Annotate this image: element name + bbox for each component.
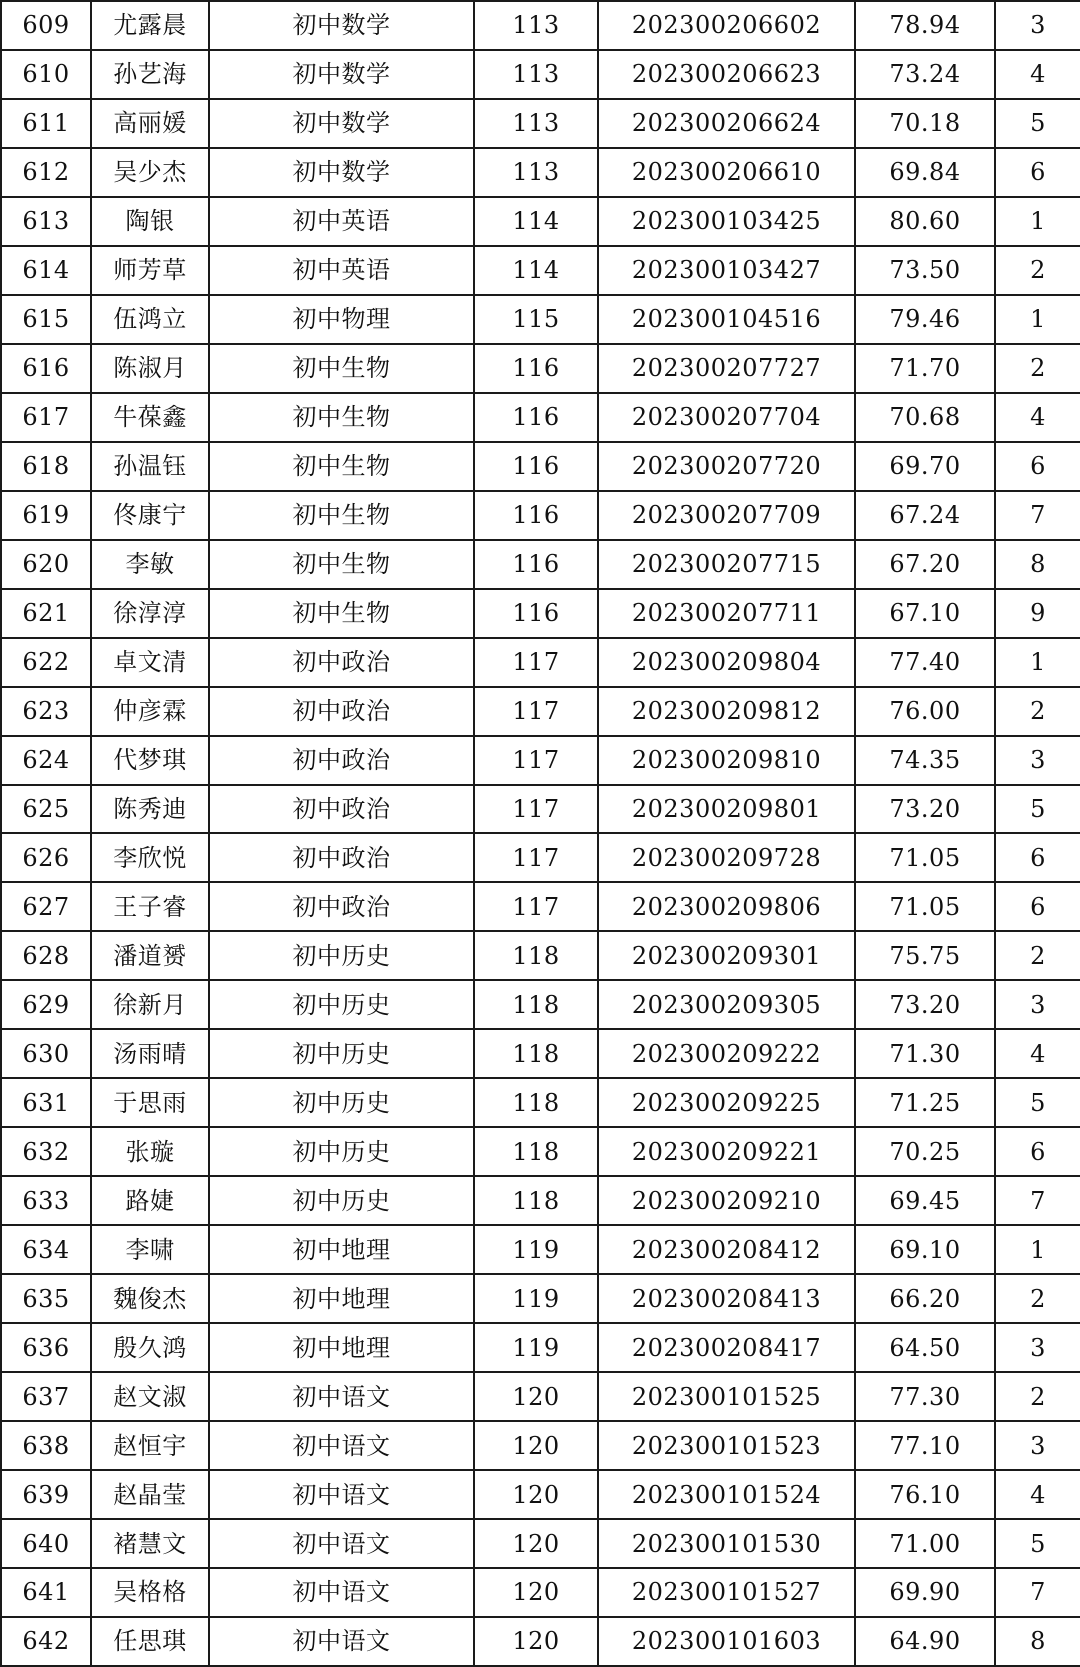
cell-name: 徐淳淳 (91, 589, 209, 638)
cell-score: 69.90 (855, 1568, 995, 1617)
cell-ticket: 202300207704 (598, 393, 855, 442)
cell-subject: 初中语文 (209, 1617, 474, 1666)
cell-code: 113 (474, 99, 598, 148)
cell-subject: 初中政治 (209, 833, 474, 882)
table-row (1, 1225, 1080, 1274)
cell-seq: 627 (1, 882, 91, 931)
cell-subject: 初中语文 (209, 1421, 474, 1470)
table-row (1, 1, 1080, 50)
cell-score: 76.10 (855, 1470, 995, 1519)
cell-name: 师芳草 (91, 246, 209, 295)
cell-score: 67.20 (855, 540, 995, 589)
cell-seq: 612 (1, 148, 91, 197)
cell-rank: 8 (995, 540, 1080, 589)
cell-score: 67.24 (855, 491, 995, 540)
cell-ticket: 202300208413 (598, 1274, 855, 1323)
table-row (1, 1568, 1080, 1617)
cell-ticket: 202300208417 (598, 1323, 855, 1372)
table-row (1, 1519, 1080, 1568)
cell-rank: 3 (995, 1421, 1080, 1470)
cell-score: 64.50 (855, 1323, 995, 1372)
cell-score: 71.30 (855, 1029, 995, 1078)
cell-subject: 初中生物 (209, 589, 474, 638)
table-row (1, 1617, 1080, 1666)
cell-rank: 2 (995, 687, 1080, 736)
cell-subject: 初中数学 (209, 148, 474, 197)
cell-seq: 615 (1, 295, 91, 344)
cell-name: 尤露晨 (91, 1, 209, 50)
cell-seq: 622 (1, 638, 91, 687)
cell-seq: 629 (1, 980, 91, 1029)
cell-seq: 624 (1, 736, 91, 785)
table-row (1, 1470, 1080, 1519)
cell-name: 赵晶莹 (91, 1470, 209, 1519)
cell-name: 徐新月 (91, 980, 209, 1029)
cell-code: 120 (474, 1372, 598, 1421)
cell-code: 118 (474, 1176, 598, 1225)
cell-seq: 618 (1, 442, 91, 491)
cell-score: 71.05 (855, 882, 995, 931)
cell-score: 78.94 (855, 1, 995, 50)
cell-name: 潘道赟 (91, 931, 209, 980)
cell-subject: 初中数学 (209, 1, 474, 50)
cell-score: 74.35 (855, 736, 995, 785)
cell-score: 79.46 (855, 295, 995, 344)
cell-score: 73.24 (855, 50, 995, 99)
cell-rank: 2 (995, 344, 1080, 393)
cell-score: 71.05 (855, 833, 995, 882)
cell-ticket: 202300104516 (598, 295, 855, 344)
cell-name: 路婕 (91, 1176, 209, 1225)
cell-name: 褚慧文 (91, 1519, 209, 1568)
cell-seq: 638 (1, 1421, 91, 1470)
cell-code: 120 (474, 1519, 598, 1568)
cell-score: 73.20 (855, 785, 995, 834)
cell-score: 67.10 (855, 589, 995, 638)
cell-ticket: 202300209801 (598, 785, 855, 834)
cell-subject: 初中数学 (209, 50, 474, 99)
cell-name: 殷久鸿 (91, 1323, 209, 1372)
cell-ticket: 202300207711 (598, 589, 855, 638)
cell-name: 赵恒宇 (91, 1421, 209, 1470)
table-row (1, 785, 1080, 834)
cell-rank: 4 (995, 50, 1080, 99)
cell-seq: 617 (1, 393, 91, 442)
table-row (1, 442, 1080, 491)
cell-code: 116 (474, 491, 598, 540)
cell-code: 116 (474, 393, 598, 442)
cell-name: 陈淑月 (91, 344, 209, 393)
table-row (1, 197, 1080, 246)
table-row (1, 99, 1080, 148)
cell-name: 张璇 (91, 1127, 209, 1176)
cell-subject: 初中政治 (209, 785, 474, 834)
cell-rank: 2 (995, 931, 1080, 980)
table-row (1, 1078, 1080, 1127)
cell-rank: 5 (995, 99, 1080, 148)
cell-ticket: 202300103427 (598, 246, 855, 295)
cell-ticket: 202300101530 (598, 1519, 855, 1568)
cell-subject: 初中历史 (209, 1029, 474, 1078)
cell-seq: 633 (1, 1176, 91, 1225)
cell-seq: 642 (1, 1617, 91, 1666)
cell-ticket: 202300206624 (598, 99, 855, 148)
cell-ticket: 202300209222 (598, 1029, 855, 1078)
cell-score: 69.10 (855, 1225, 995, 1274)
cell-code: 114 (474, 197, 598, 246)
cell-score: 77.40 (855, 638, 995, 687)
cell-ticket: 202300101527 (598, 1568, 855, 1617)
table-row (1, 295, 1080, 344)
cell-name: 李敏 (91, 540, 209, 589)
cell-name: 卓文清 (91, 638, 209, 687)
cell-rank: 8 (995, 1617, 1080, 1666)
cell-subject: 初中英语 (209, 197, 474, 246)
cell-ticket: 202300207715 (598, 540, 855, 589)
table-row (1, 246, 1080, 295)
table-row (1, 491, 1080, 540)
cell-code: 113 (474, 50, 598, 99)
cell-name: 陶银 (91, 197, 209, 246)
cell-score: 69.84 (855, 148, 995, 197)
cell-name: 于思雨 (91, 1078, 209, 1127)
cell-code: 117 (474, 687, 598, 736)
cell-name: 吴格格 (91, 1568, 209, 1617)
cell-rank: 6 (995, 1127, 1080, 1176)
cell-score: 76.00 (855, 687, 995, 736)
cell-seq: 623 (1, 687, 91, 736)
cell-rank: 3 (995, 1, 1080, 50)
cell-seq: 635 (1, 1274, 91, 1323)
cell-name: 代梦琪 (91, 736, 209, 785)
cell-subject: 初中历史 (209, 1127, 474, 1176)
cell-rank: 4 (995, 393, 1080, 442)
table-row (1, 687, 1080, 736)
table-row (1, 833, 1080, 882)
cell-rank: 3 (995, 1323, 1080, 1372)
table-row (1, 1323, 1080, 1372)
table-row (1, 1421, 1080, 1470)
cell-score: 77.10 (855, 1421, 995, 1470)
cell-code: 120 (474, 1421, 598, 1470)
cell-seq: 634 (1, 1225, 91, 1274)
cell-seq: 621 (1, 589, 91, 638)
cell-code: 114 (474, 246, 598, 295)
cell-score: 71.25 (855, 1078, 995, 1127)
cell-name: 牛葆鑫 (91, 393, 209, 442)
cell-code: 119 (474, 1323, 598, 1372)
cell-seq: 611 (1, 99, 91, 148)
cell-subject: 初中地理 (209, 1225, 474, 1274)
cell-rank: 4 (995, 1029, 1080, 1078)
table-row (1, 1176, 1080, 1225)
cell-code: 116 (474, 589, 598, 638)
cell-rank: 6 (995, 442, 1080, 491)
cell-ticket: 202300101603 (598, 1617, 855, 1666)
cell-seq: 630 (1, 1029, 91, 1078)
cell-name: 赵文淑 (91, 1372, 209, 1421)
cell-subject: 初中语文 (209, 1470, 474, 1519)
cell-subject: 初中生物 (209, 491, 474, 540)
cell-ticket: 202300101523 (598, 1421, 855, 1470)
table-row (1, 931, 1080, 980)
cell-rank: 3 (995, 980, 1080, 1029)
cell-subject: 初中物理 (209, 295, 474, 344)
cell-seq: 636 (1, 1323, 91, 1372)
cell-subject: 初中地理 (209, 1274, 474, 1323)
cell-rank: 2 (995, 1274, 1080, 1323)
cell-ticket: 202300207727 (598, 344, 855, 393)
cell-subject: 初中历史 (209, 1176, 474, 1225)
cell-name: 魏俊杰 (91, 1274, 209, 1323)
table-row (1, 589, 1080, 638)
cell-code: 113 (474, 148, 598, 197)
cell-score: 70.25 (855, 1127, 995, 1176)
cell-seq: 619 (1, 491, 91, 540)
cell-score: 69.70 (855, 442, 995, 491)
table-row (1, 393, 1080, 442)
cell-rank: 2 (995, 1372, 1080, 1421)
table-row (1, 1274, 1080, 1323)
cell-subject: 初中历史 (209, 1078, 474, 1127)
cell-rank: 2 (995, 246, 1080, 295)
cell-score: 70.18 (855, 99, 995, 148)
cell-seq: 609 (1, 1, 91, 50)
cell-rank: 5 (995, 1078, 1080, 1127)
cell-ticket: 202300209301 (598, 931, 855, 980)
cell-rank: 6 (995, 882, 1080, 931)
cell-ticket: 202300208412 (598, 1225, 855, 1274)
table-row (1, 1127, 1080, 1176)
cell-ticket: 202300209812 (598, 687, 855, 736)
cell-code: 118 (474, 931, 598, 980)
cell-subject: 初中语文 (209, 1568, 474, 1617)
cell-ticket: 202300206602 (598, 1, 855, 50)
cell-code: 120 (474, 1568, 598, 1617)
cell-subject: 初中语文 (209, 1519, 474, 1568)
cell-code: 119 (474, 1225, 598, 1274)
table-row (1, 736, 1080, 785)
cell-ticket: 202300209225 (598, 1078, 855, 1127)
cell-subject: 初中政治 (209, 882, 474, 931)
cell-ticket: 202300101524 (598, 1470, 855, 1519)
cell-subject: 初中政治 (209, 638, 474, 687)
cell-code: 116 (474, 442, 598, 491)
cell-name: 孙温钰 (91, 442, 209, 491)
cell-rank: 1 (995, 1225, 1080, 1274)
cell-name: 高丽媛 (91, 99, 209, 148)
cell-rank: 7 (995, 1568, 1080, 1617)
cell-rank: 9 (995, 589, 1080, 638)
table-body (1, 1, 1080, 1666)
cell-subject: 初中生物 (209, 344, 474, 393)
table-row (1, 50, 1080, 99)
cell-name: 王子睿 (91, 882, 209, 931)
cell-seq: 610 (1, 50, 91, 99)
cell-name: 佟康宁 (91, 491, 209, 540)
cell-name: 伍鸿立 (91, 295, 209, 344)
cell-seq: 641 (1, 1568, 91, 1617)
cell-score: 75.75 (855, 931, 995, 980)
cell-score: 69.45 (855, 1176, 995, 1225)
cell-seq: 614 (1, 246, 91, 295)
cell-score: 73.20 (855, 980, 995, 1029)
cell-rank: 6 (995, 833, 1080, 882)
cell-subject: 初中数学 (209, 99, 474, 148)
cell-seq: 628 (1, 931, 91, 980)
cell-ticket: 202300103425 (598, 197, 855, 246)
table-row (1, 1029, 1080, 1078)
cell-subject: 初中政治 (209, 687, 474, 736)
cell-ticket: 202300206610 (598, 148, 855, 197)
cell-subject: 初中生物 (209, 442, 474, 491)
cell-ticket: 202300209221 (598, 1127, 855, 1176)
table-row (1, 148, 1080, 197)
cell-seq: 613 (1, 197, 91, 246)
cell-score: 71.70 (855, 344, 995, 393)
cell-code: 117 (474, 785, 598, 834)
cell-ticket: 202300206623 (598, 50, 855, 99)
cell-score: 70.68 (855, 393, 995, 442)
cell-name: 孙艺海 (91, 50, 209, 99)
cell-code: 118 (474, 1078, 598, 1127)
cell-code: 120 (474, 1470, 598, 1519)
cell-code: 118 (474, 980, 598, 1029)
cell-seq: 625 (1, 785, 91, 834)
cell-score: 66.20 (855, 1274, 995, 1323)
cell-score: 71.00 (855, 1519, 995, 1568)
cell-name: 吴少杰 (91, 148, 209, 197)
cell-subject: 初中生物 (209, 540, 474, 589)
cell-name: 陈秀迪 (91, 785, 209, 834)
cell-code: 117 (474, 882, 598, 931)
cell-seq: 639 (1, 1470, 91, 1519)
cell-seq: 616 (1, 344, 91, 393)
cell-subject: 初中政治 (209, 736, 474, 785)
cell-rank: 1 (995, 638, 1080, 687)
cell-seq: 632 (1, 1127, 91, 1176)
cell-rank: 1 (995, 295, 1080, 344)
cell-seq: 626 (1, 833, 91, 882)
cell-rank: 5 (995, 1519, 1080, 1568)
cell-rank: 4 (995, 1470, 1080, 1519)
cell-ticket: 202300207709 (598, 491, 855, 540)
cell-name: 李欣悦 (91, 833, 209, 882)
cell-ticket: 202300209810 (598, 736, 855, 785)
cell-ticket: 202300207720 (598, 442, 855, 491)
cell-score: 73.50 (855, 246, 995, 295)
cell-name: 李啸 (91, 1225, 209, 1274)
cell-code: 118 (474, 1029, 598, 1078)
cell-code: 116 (474, 344, 598, 393)
cell-ticket: 202300209806 (598, 882, 855, 931)
cell-code: 116 (474, 540, 598, 589)
cell-score: 77.30 (855, 1372, 995, 1421)
cell-rank: 7 (995, 1176, 1080, 1225)
cell-code: 113 (474, 1, 598, 50)
cell-name: 仲彦霖 (91, 687, 209, 736)
cell-name: 任思琪 (91, 1617, 209, 1666)
cell-subject: 初中生物 (209, 393, 474, 442)
cell-name: 汤雨晴 (91, 1029, 209, 1078)
cell-ticket: 202300209728 (598, 833, 855, 882)
cell-code: 115 (474, 295, 598, 344)
cell-subject: 初中历史 (209, 931, 474, 980)
cell-code: 120 (474, 1617, 598, 1666)
cell-rank: 1 (995, 197, 1080, 246)
cell-subject: 初中地理 (209, 1323, 474, 1372)
cell-score: 80.60 (855, 197, 995, 246)
cell-rank: 5 (995, 785, 1080, 834)
cell-code: 117 (474, 833, 598, 882)
cell-code: 117 (474, 638, 598, 687)
cell-subject: 初中英语 (209, 246, 474, 295)
cell-seq: 637 (1, 1372, 91, 1421)
cell-rank: 3 (995, 736, 1080, 785)
cell-code: 117 (474, 736, 598, 785)
cell-ticket: 202300101525 (598, 1372, 855, 1421)
cell-code: 118 (474, 1127, 598, 1176)
table-row (1, 540, 1080, 589)
cell-seq: 640 (1, 1519, 91, 1568)
cell-ticket: 202300209804 (598, 638, 855, 687)
table-row (1, 1372, 1080, 1421)
cell-rank: 6 (995, 148, 1080, 197)
cell-subject: 初中历史 (209, 980, 474, 1029)
cell-subject: 初中语文 (209, 1372, 474, 1421)
cell-ticket: 202300209210 (598, 1176, 855, 1225)
cell-seq: 631 (1, 1078, 91, 1127)
table-row (1, 344, 1080, 393)
table-row (1, 882, 1080, 931)
cell-seq: 620 (1, 540, 91, 589)
table-row (1, 980, 1080, 1029)
table-row (1, 638, 1080, 687)
cell-score: 64.90 (855, 1617, 995, 1666)
cell-ticket: 202300209305 (598, 980, 855, 1029)
cell-code: 119 (474, 1274, 598, 1323)
cell-rank: 7 (995, 491, 1080, 540)
